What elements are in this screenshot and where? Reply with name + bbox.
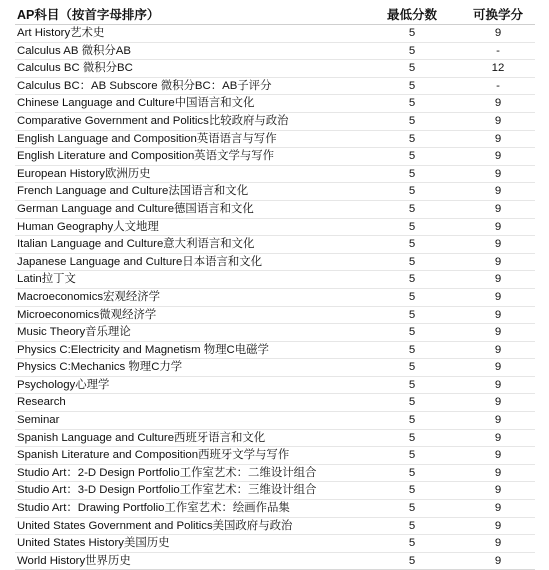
table-row	[15, 394, 535, 412]
table-row	[15, 500, 535, 518]
min-score-cell: 5	[363, 25, 461, 43]
min-score-cell: 5	[363, 42, 461, 60]
min-score-cell: 5	[363, 148, 461, 166]
credits-cell: 9	[461, 183, 535, 201]
table-row	[15, 447, 535, 465]
subject-cell: Spanish Literature and Composition西班牙文学与写作	[15, 447, 363, 465]
subject-cell: German Language and Culture德国语言和文化	[15, 200, 363, 218]
min-score-cell: 5	[363, 253, 461, 271]
credits-cell: 9	[461, 412, 535, 430]
header-row	[15, 4, 535, 25]
min-score-cell: 5	[363, 95, 461, 113]
subject-cell: English Literature and Composition英语文学与写作	[15, 148, 363, 166]
table-row	[15, 183, 535, 201]
table-row	[15, 306, 535, 324]
table-row	[15, 535, 535, 553]
min-score-cell: 5	[363, 165, 461, 183]
credits-cell: 9	[461, 288, 535, 306]
subject-cell: Physics C:Mechanics 物理C力学	[15, 359, 363, 377]
table-row	[15, 218, 535, 236]
min-score-cell: 5	[363, 535, 461, 553]
credits-cell: 9	[461, 429, 535, 447]
table-row	[15, 60, 535, 78]
credits-cell: 9	[461, 271, 535, 289]
min-score-cell: 5	[363, 429, 461, 447]
table-row	[15, 95, 535, 113]
min-score-cell: 5	[363, 271, 461, 289]
min-score-cell: 5	[363, 447, 461, 465]
credits-cell: -	[461, 42, 535, 60]
table-row	[15, 359, 535, 377]
credits-cell: 9	[461, 394, 535, 412]
credits-cell: 9	[461, 236, 535, 254]
subject-cell: Microeconomics微观经济学	[15, 306, 363, 324]
min-score-cell: 5	[363, 112, 461, 130]
min-score-column-header: 最低分数	[363, 4, 461, 25]
table-row	[15, 236, 535, 254]
min-score-cell: 5	[363, 288, 461, 306]
table-row	[15, 376, 535, 394]
min-score-cell: 5	[363, 359, 461, 377]
table-row	[15, 482, 535, 500]
subject-cell: Seminar	[15, 412, 363, 430]
table-row	[15, 412, 535, 430]
credits-cell: -	[461, 77, 535, 95]
subject-cell: Italian Language and Culture意大利语言和文化	[15, 236, 363, 254]
subject-cell: Human Geography人文地理	[15, 218, 363, 236]
min-score-cell: 5	[363, 500, 461, 518]
credits-cell: 9	[461, 359, 535, 377]
min-score-cell: 5	[363, 324, 461, 342]
min-score-cell: 5	[363, 306, 461, 324]
subject-cell: French Language and Culture法国语言和文化	[15, 183, 363, 201]
table-row	[15, 42, 535, 60]
min-score-cell: 5	[363, 200, 461, 218]
min-score-cell: 5	[363, 376, 461, 394]
credits-cell: 9	[461, 95, 535, 113]
credits-cell: 9	[461, 552, 535, 570]
table-row	[15, 25, 535, 43]
table-row	[15, 552, 535, 570]
subject-cell: Chinese Language and Culture中国语言和文化	[15, 95, 363, 113]
table-row	[15, 288, 535, 306]
table-row	[15, 165, 535, 183]
table-row	[15, 464, 535, 482]
subject-cell: Physics C:Electricity and Magnetism 物理C电磁学	[15, 341, 363, 359]
credits-cell: 9	[461, 482, 535, 500]
subject-cell: Macroeconomics宏观经济学	[15, 288, 363, 306]
table-row	[15, 253, 535, 271]
subject-cell: United States History美国历史	[15, 535, 363, 553]
min-score-cell: 5	[363, 394, 461, 412]
subject-cell: Art History艺术史	[15, 25, 363, 43]
min-score-cell: 5	[363, 412, 461, 430]
subject-column-header: AP科目（按首字母排序）	[15, 4, 363, 25]
subject-cell: Calculus BC：AB Subscore 微积分BC：AB子评分	[15, 77, 363, 95]
min-score-cell: 5	[363, 77, 461, 95]
credits-cell: 9	[461, 464, 535, 482]
subject-cell: Psychology心理学	[15, 376, 363, 394]
table-row	[15, 130, 535, 148]
subject-cell: European History欧洲历史	[15, 165, 363, 183]
table-row	[15, 429, 535, 447]
credits-cell: 9	[461, 376, 535, 394]
min-score-cell: 5	[363, 464, 461, 482]
subject-cell: Japanese Language and Culture日本语言和文化	[15, 253, 363, 271]
min-score-cell: 5	[363, 236, 461, 254]
table-row	[15, 341, 535, 359]
table-row	[15, 517, 535, 535]
credits-cell: 9	[461, 25, 535, 43]
table-row	[15, 324, 535, 342]
credits-cell: 9	[461, 112, 535, 130]
min-score-cell: 5	[363, 60, 461, 78]
subject-cell: Research	[15, 394, 363, 412]
min-score-cell: 5	[363, 482, 461, 500]
table-row	[15, 200, 535, 218]
credits-cell: 9	[461, 148, 535, 166]
subject-cell: Spanish Language and Culture西班牙语言和文化	[15, 429, 363, 447]
min-score-cell: 5	[363, 517, 461, 535]
credits-column-header: 可换学分	[461, 4, 535, 25]
subject-cell: Studio Art：Drawing Portfolio工作室艺术：绘画作品集	[15, 500, 363, 518]
table-row	[15, 112, 535, 130]
subject-cell: Studio Art：3-D Design Portfolio工作室艺术：三维设计组合	[15, 482, 363, 500]
subject-cell: Music Theory音乐理论	[15, 324, 363, 342]
credits-cell: 9	[461, 130, 535, 148]
credits-cell: 12	[461, 60, 535, 78]
credits-cell: 9	[461, 341, 535, 359]
credits-cell: 9	[461, 165, 535, 183]
subject-cell: Comparative Government and Politics比较政府与政治	[15, 112, 363, 130]
credits-cell: 9	[461, 517, 535, 535]
subject-cell: World History世界历史	[15, 552, 363, 570]
subject-cell: Calculus BC 微积分BC	[15, 60, 363, 78]
credits-cell: 9	[461, 253, 535, 271]
subject-cell: United States Government and Politics美国政府与政治	[15, 517, 363, 535]
min-score-cell: 5	[363, 183, 461, 201]
subject-cell: Studio Art：2-D Design Portfolio工作室艺术：二维设计组合	[15, 464, 363, 482]
credits-cell: 9	[461, 500, 535, 518]
credits-cell: 9	[461, 535, 535, 553]
credits-cell: 9	[461, 306, 535, 324]
credits-cell: 9	[461, 200, 535, 218]
subject-cell: English Language and Composition英语语言与写作	[15, 130, 363, 148]
credits-cell: 9	[461, 447, 535, 465]
min-score-cell: 5	[363, 130, 461, 148]
table-body	[15, 25, 535, 570]
credits-cell: 9	[461, 218, 535, 236]
credits-cell: 9	[461, 324, 535, 342]
min-score-cell: 5	[363, 341, 461, 359]
min-score-cell: 5	[363, 218, 461, 236]
table-row	[15, 77, 535, 95]
subject-cell: Latin拉丁文	[15, 271, 363, 289]
subject-cell: Calculus AB 微积分AB	[15, 42, 363, 60]
min-score-cell: 5	[363, 552, 461, 570]
table-row	[15, 271, 535, 289]
ap-credit-table	[15, 4, 535, 570]
table-row	[15, 148, 535, 166]
